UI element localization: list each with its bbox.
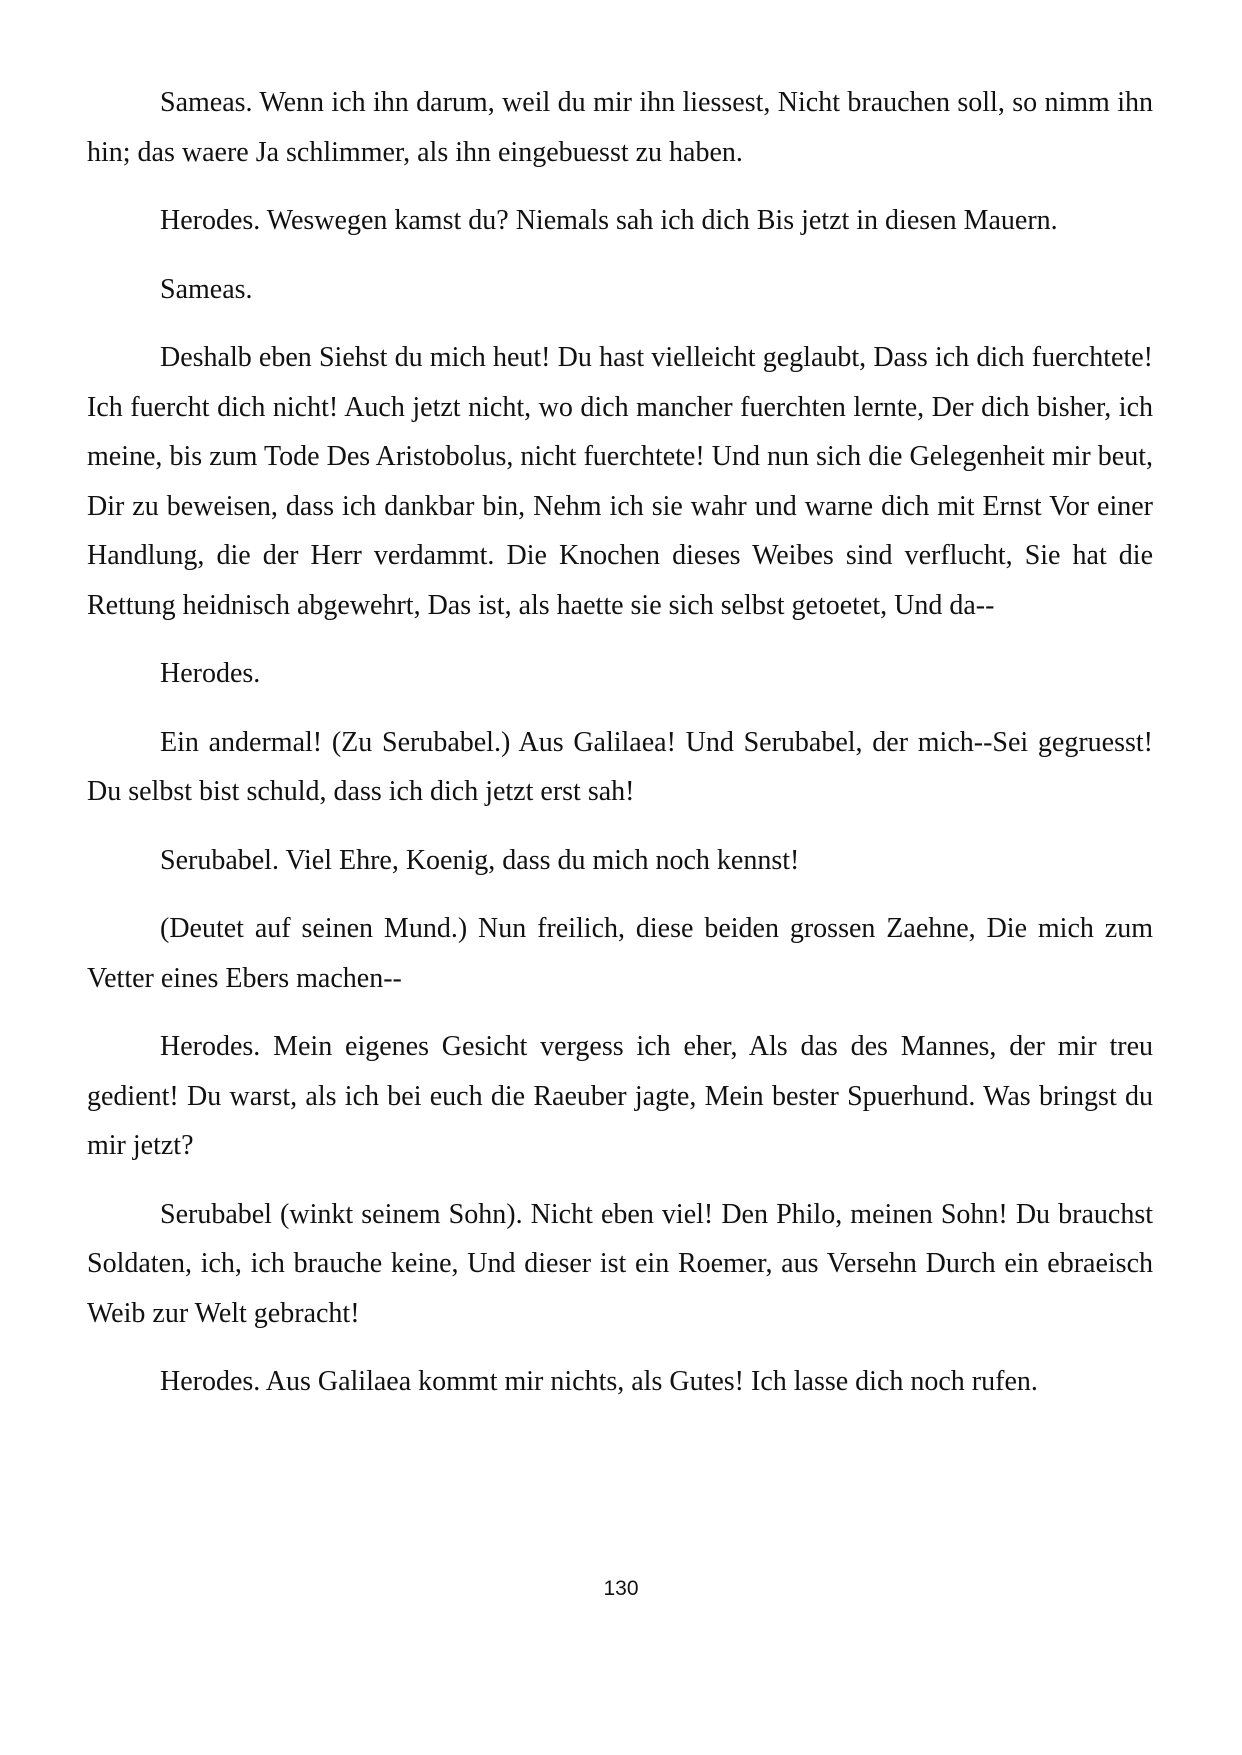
paragraph-4: Deshalb eben Siehst du mich heut! Du hast vielleicht geglaubt, Dass ich dich fuerchtete! Ich fuercht dich nicht! Auch jetzt nicht, wo dich mancher fuerchten lernte, Der dich bisher, ich meine, bis zum Tode Des Aristobolus, nicht fuerchtete! Und nun sich die Gelegenheit mir beut, Dir zu beweisen, dass ich dankbar bin, Nehm ich sie wahr und warne dich mit Ernst Vor einer Handlung, die der Herr verdammt. Die Knochen dieses Weibes sind verflucht, Sie hat die Rettung heidnisch abgewehrt, Das ist, als haette sie sich selbst getoetet, Und da-- [87, 342, 1153, 621]
paragraph-6: Ein andermal! (Zu Serubabel.) Aus Galilaea! Und Serubabel, der mich--Sei gegruesst! Du selbst bist schuld, dass ich dich jetzt erst sah! [87, 726, 1153, 807]
page-number: 130 [603, 1577, 639, 1600]
paragraph-11: Herodes. Aus Galilaea kommt mir nichts, als Gutes! Ich lasse dich noch rufen. [160, 1366, 1038, 1397]
paragraph-9: Herodes. Mein eigenes Gesicht vergess ich eher, Als das des Mannes, der mir treu gedient! Du warst, als ich bei euch die Raeuber jagte, Mein bester Spuerhund. Was bringst du mir jetzt? [87, 1031, 1153, 1161]
paragraph-10: Serubabel (winkt seinem Sohn). Nicht eben viel! Den Philo, meinen Sohn! Du brauchst Soldaten, ich, ich brauche keine, Und dieser ist ein Roemer, aus Versehn Durch ein ebraeisch Weib zur Welt gebracht! [87, 1198, 1153, 1329]
paragraph-1: Sameas. Wenn ich ihn darum, weil du mir ihn liessest, Nicht brauchen soll, so nimm ihn hin; das waere Ja schlimmer, als ihn eingebuesst zu haben. [87, 87, 1153, 168]
paragraph-7: Serubabel. Viel Ehre, Koenig, dass du mich noch kennst! [160, 844, 800, 876]
paragraph-8: (Deutet auf seinen Mund.) Nun freilich, diese beiden grossen Zaehne, Die mich zum Vetter eines Ebers machen-- [87, 913, 1153, 994]
paragraph-3: Sameas. [160, 273, 253, 305]
paragraph-2: Herodes. Weswegen kamst du? Niemals sah ich dich Bis jetzt in diesen Mauern. [160, 205, 1058, 236]
paragraph-5: Herodes. [160, 658, 261, 689]
body-text [87, 78, 1153, 1426]
